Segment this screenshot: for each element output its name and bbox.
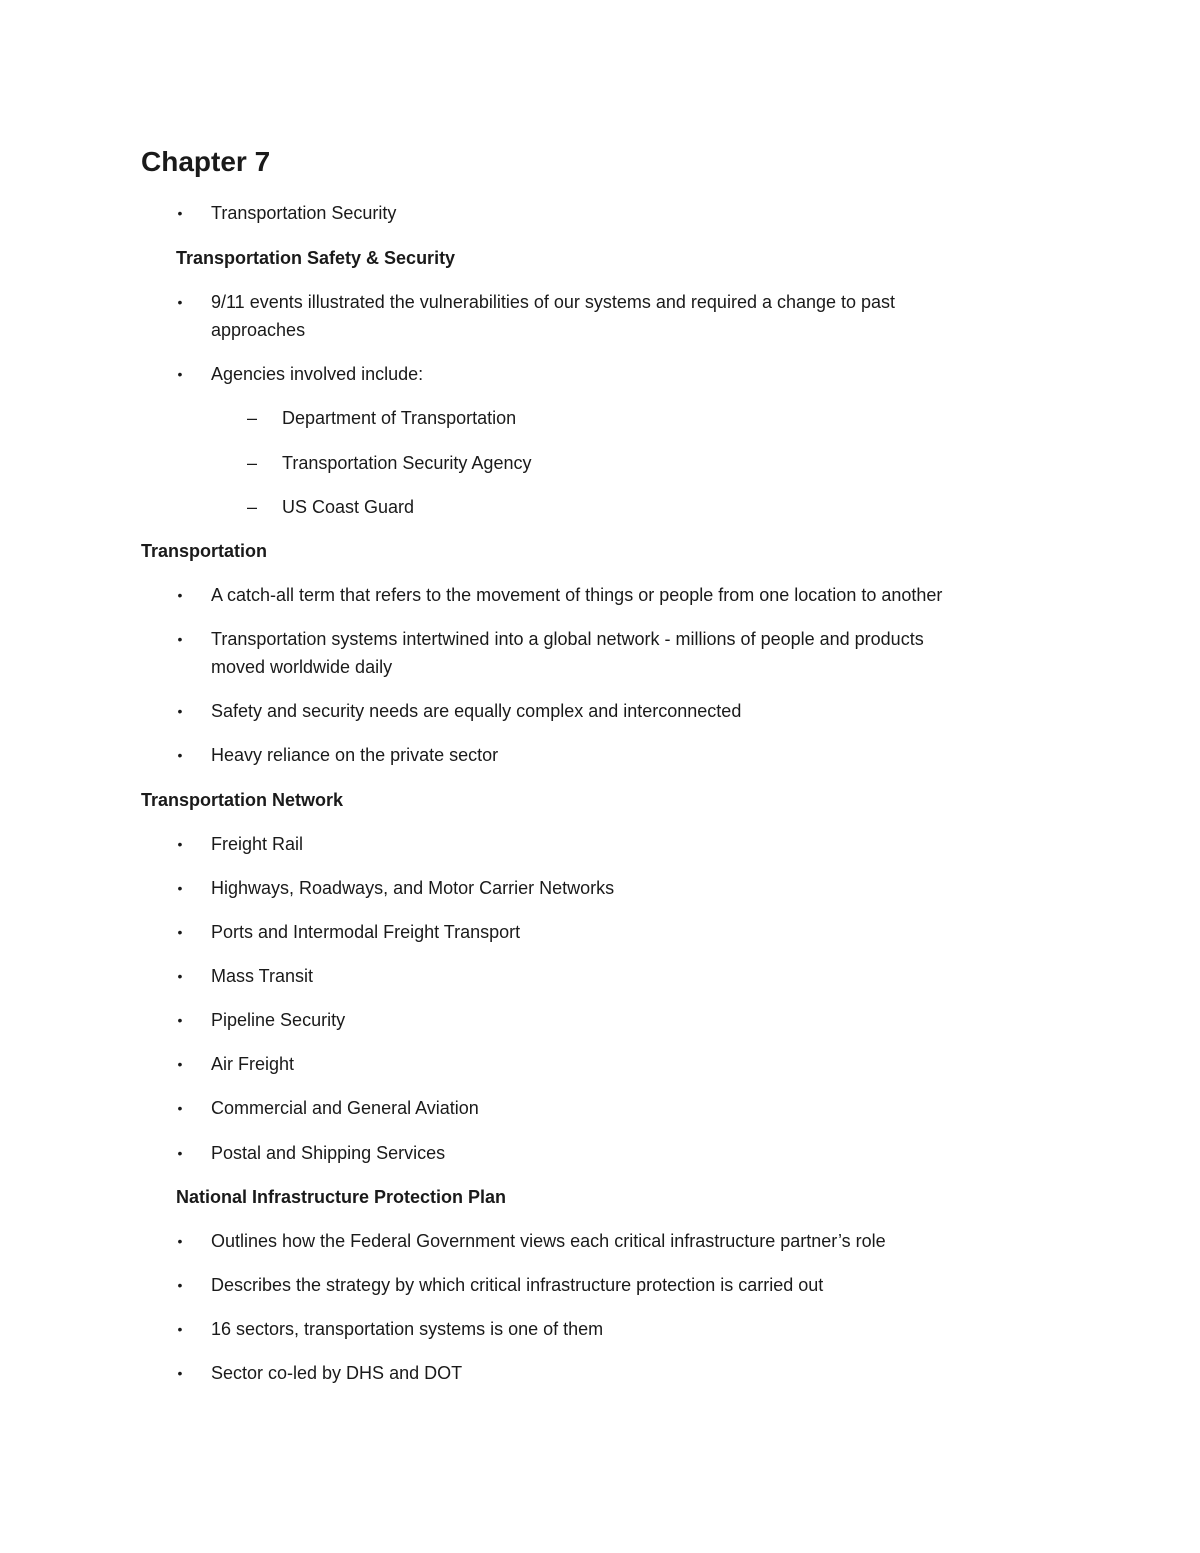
list-item: Sector co-led by DHS and DOT bbox=[211, 1363, 463, 1383]
bullet-marker: • bbox=[177, 1277, 183, 1293]
list-item: Air Freight bbox=[211, 1054, 295, 1074]
bullet-marker: • bbox=[177, 880, 183, 896]
dash-marker: – bbox=[246, 453, 257, 473]
bullet-marker: • bbox=[177, 366, 183, 382]
section-heading-transportation: Transportation bbox=[141, 541, 268, 561]
bullet-marker: • bbox=[177, 294, 183, 310]
list-item: 9/11 events illustrated the vulnerabilities of our systems and required a change to past bbox=[211, 292, 896, 312]
list-item-continuation: approaches bbox=[211, 320, 306, 340]
dash-marker: – bbox=[246, 497, 257, 517]
bullet-marker: • bbox=[177, 631, 183, 647]
bullet-marker: • bbox=[177, 747, 183, 763]
bullet-marker: • bbox=[177, 836, 183, 852]
list-item: Commercial and General Aviation bbox=[211, 1098, 479, 1118]
list-item: Mass Transit bbox=[211, 966, 314, 986]
list-item: Pipeline Security bbox=[211, 1010, 346, 1030]
bullet-marker: • bbox=[177, 1100, 183, 1116]
bullet-marker: • bbox=[177, 924, 183, 940]
list-item: Outlines how the Federal Government views each critical infrastructure partner’s role bbox=[211, 1231, 886, 1251]
list-item: Transportation systems intertwined into a global network - millions of people and products bbox=[211, 629, 924, 649]
page-title: Chapter 7 bbox=[141, 146, 271, 177]
bullet-marker: • bbox=[177, 1233, 183, 1249]
sub-list-item: Transportation Security Agency bbox=[282, 453, 532, 473]
bullet-marker: • bbox=[177, 205, 183, 221]
list-item-continuation: moved worldwide daily bbox=[211, 657, 393, 677]
bullet-marker: • bbox=[177, 1056, 183, 1072]
section-heading-nipp: National Infrastructure Protection Plan bbox=[176, 1187, 507, 1207]
intro-bullet: Transportation Security bbox=[211, 203, 397, 223]
list-item: Describes the strategy by which critical infrastructure protection is carried out bbox=[211, 1275, 824, 1295]
dash-marker: – bbox=[246, 408, 257, 428]
list-item: Ports and Intermodal Freight Transport bbox=[211, 922, 521, 942]
sub-list-item: Department of Transportation bbox=[282, 408, 517, 428]
list-item: 16 sectors, transportation systems is one of them bbox=[211, 1319, 604, 1339]
list-item: Freight Rail bbox=[211, 834, 304, 854]
list-item: A catch-all term that refers to the movement of things or people from one location to another bbox=[211, 585, 943, 605]
bullet-marker: • bbox=[177, 1365, 183, 1381]
list-item: Postal and Shipping Services bbox=[211, 1143, 446, 1163]
section-heading-transportation-network: Transportation Network bbox=[141, 790, 344, 810]
list-item: Heavy reliance on the private sector bbox=[211, 745, 499, 765]
sub-list-item: US Coast Guard bbox=[282, 497, 415, 517]
section-heading-safety-security: Transportation Safety & Security bbox=[176, 248, 456, 268]
bullet-marker: • bbox=[177, 1145, 183, 1161]
list-item: Safety and security needs are equally complex and interconnected bbox=[211, 701, 742, 721]
bullet-marker: • bbox=[177, 587, 183, 603]
list-item: Agencies involved include: bbox=[211, 364, 424, 384]
bullet-marker: • bbox=[177, 1012, 183, 1028]
bullet-marker: • bbox=[177, 968, 183, 984]
list-item: Highways, Roadways, and Motor Carrier Networks bbox=[211, 878, 615, 898]
bullet-marker: • bbox=[177, 703, 183, 719]
bullet-marker: • bbox=[177, 1321, 183, 1337]
